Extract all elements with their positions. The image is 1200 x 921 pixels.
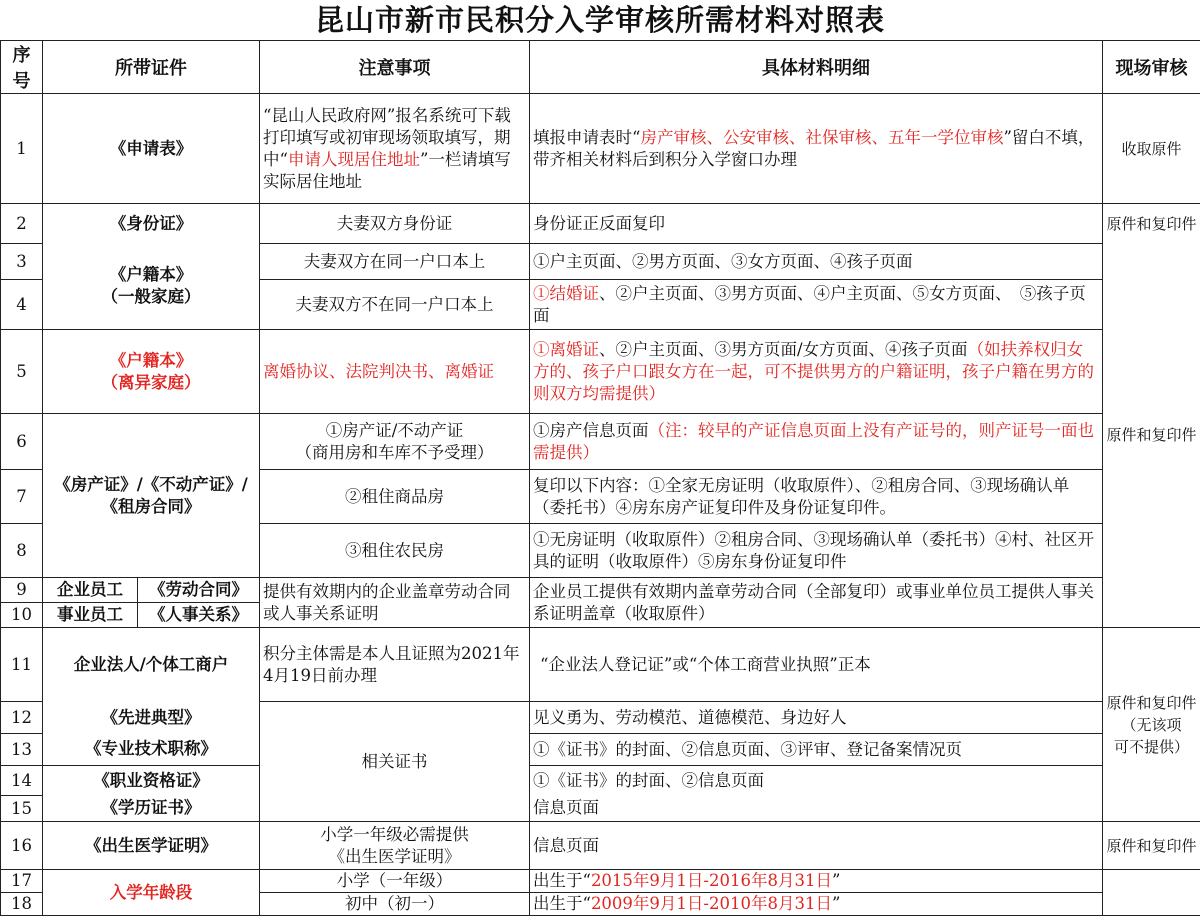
- table-row: [1, 702, 1200, 734]
- review-cell: 原件和复印件: [1103, 204, 1200, 244]
- notes-cell: ②租住商品房: [260, 470, 530, 524]
- detail-cell: ①离婚证、②户主页面、③男方页面/女方页面、④孩子页面（如扶养权归女方的、孩子户口跟女方在一起，可不提供男方的户籍证明，孩子户籍在男方的则双方均需提供）: [530, 330, 1103, 414]
- table-row: [1, 578, 1200, 603]
- cert-cell: 《先进典型》: [43, 702, 260, 734]
- review-cell: 原件和复印件 （无该项 可不提供）: [1103, 628, 1200, 822]
- row-no: 4: [1, 280, 43, 330]
- table-row: [1, 244, 1200, 280]
- notes-cell: ③租住农民房: [260, 524, 530, 578]
- cert-cell: 《出生医学证明》: [43, 822, 260, 870]
- header-cert: 所带证件: [43, 41, 260, 94]
- detail-cell: 复印以下内容：①全家无房证明（收取原件）、②租房合同、③现场确认单（委托书）④房东房产证复印件及身份证复印件。: [530, 470, 1103, 524]
- row-no: 5: [1, 330, 43, 414]
- review-cell-empty: [1103, 870, 1200, 916]
- detail-cell: 身份证正反面复印: [530, 204, 1103, 244]
- table-row: [1, 734, 1200, 766]
- header-row: [1, 41, 1200, 94]
- row-no: 12: [1, 702, 43, 734]
- cert-cell: 《劳动合同》: [138, 578, 260, 603]
- detail-cell: 信息页面: [530, 822, 1103, 870]
- table-row: [1, 204, 1200, 244]
- table-row: [1, 822, 1200, 870]
- header-review: 现场审核: [1103, 41, 1200, 94]
- cert-cell: 入学年龄段: [43, 870, 260, 916]
- cert-cell: 《学历证书》: [43, 796, 260, 822]
- row-no: 16: [1, 822, 43, 870]
- cert-cell: 《专业技术职称》: [43, 734, 260, 766]
- row-no: 13: [1, 734, 43, 766]
- header-notes: 注意事项: [260, 41, 530, 94]
- detail-cell: ①结婚证、②户主页面、③男方页面、④户主页面、⑤女方页面、 ⑤孩子页面: [530, 280, 1103, 330]
- header-detail: 具体材料明细: [530, 41, 1103, 94]
- table-row: [1, 628, 1200, 702]
- review-cell: 收取原件: [1103, 94, 1200, 204]
- table-row: [1, 766, 1200, 796]
- notes-cell: ①房产证/不动产证 （商用房和车库不予受理）: [260, 414, 530, 470]
- row-no: 6: [1, 414, 43, 470]
- cert-cell: 《房产证》/《不动产证》/《租房合同》: [43, 414, 260, 578]
- cert-cell: 《户籍本》 （一般家庭）: [43, 244, 260, 330]
- notes-cell: 小学（一年级）: [260, 870, 530, 893]
- notes-cell: 相关证书: [260, 702, 530, 822]
- cert-cell: 《身份证》: [43, 204, 260, 244]
- detail-cell: 信息页面: [530, 796, 1103, 822]
- notes-cell: 积分主体需是本人且证照为2021年4月19日前办理: [260, 628, 530, 702]
- row-no: 7: [1, 470, 43, 524]
- row-no: 1: [1, 94, 43, 204]
- review-cell: 原件和复印件: [1103, 244, 1200, 628]
- detail-cell: 见义勇为、劳动模范、道德模范、身边好人: [530, 702, 1103, 734]
- notes-cell: 小学一年级必需提供 《出生医学证明》: [260, 822, 530, 870]
- notes-cell: 离婚协议、法院判决书、离婚证: [260, 330, 530, 414]
- row-no: 15: [1, 796, 43, 822]
- row-no: 2: [1, 204, 43, 244]
- detail-cell: 企业员工提供有效期内盖章劳动合同（全部复印）或事业单位员工提供人事关系证明盖章（收取原件）: [530, 578, 1103, 628]
- table-row: [1, 94, 1200, 204]
- page-title: 昆山市新市民积分入学审核所需材料对照表: [314, 3, 885, 37]
- detail-cell: ①无房证明（收取原件）②租房合同、③现场确认单（委托书）④村、社区开具的证明（收取原件）⑤房东身份证复印件: [530, 524, 1103, 578]
- cert-cell: 《人事关系》: [138, 603, 260, 628]
- notes-cell: 初中（初一）: [260, 893, 530, 916]
- cert-cell: 《申请表》: [43, 94, 260, 204]
- employee-type: 企业员工: [43, 578, 138, 603]
- row-no: 17: [1, 870, 43, 893]
- detail-cell: 填报申请表时“房产审核、公安审核、社保审核、五年一学位审核”留白不填，带齐相关材料后到积分入学窗口办理: [530, 94, 1103, 204]
- row-no: 8: [1, 524, 43, 578]
- detail-cell: ①户主页面、②男方页面、③女方页面、④孩子页面: [530, 244, 1103, 280]
- notes-cell: 提供有效期内的企业盖章劳动合同或人事关系证明: [260, 578, 530, 628]
- row-no: 14: [1, 766, 43, 796]
- detail-cell: “企业法人登记证”或“个体工商营业执照”正本: [530, 628, 1103, 702]
- table-row: [1, 414, 1200, 470]
- table-row: [1, 870, 1200, 893]
- notes-cell: 夫妻双方在同一户口本上: [260, 244, 530, 280]
- row-no: 10: [1, 603, 43, 628]
- cert-cell: 企业法人/个体工商户: [43, 628, 260, 702]
- employee-type: 事业员工: [43, 603, 138, 628]
- cert-cell: 《职业资格证》: [43, 766, 260, 796]
- detail-cell: 出生于“2015年9月1日-2016年8月31日”: [530, 870, 1103, 893]
- row-no: 9: [1, 578, 43, 603]
- cert-cell: 《户籍本》 （离异家庭）: [43, 330, 260, 414]
- row-no: 11: [1, 628, 43, 702]
- row-no: 3: [1, 244, 43, 280]
- notes-cell: “昆山人民政府网”报名系统可下载打印填写或初审现场领取填写，期中“申请人现居住地址”一栏请填写实际居住地址: [260, 94, 530, 204]
- detail-cell: ①《证书》的封面、②信息页面、③评审、登记备案情况页: [530, 734, 1103, 766]
- review-cell: 原件和复印件: [1103, 822, 1200, 870]
- detail-cell: 出生于“2009年9月1日-2010年8月31日”: [530, 893, 1103, 916]
- materials-table: [0, 40, 1200, 916]
- detail-cell: ①《证书》的封面、②信息页面: [530, 766, 1103, 796]
- notes-cell: 夫妻双方身份证: [260, 204, 530, 244]
- notes-cell: 夫妻双方不在同一户口本上: [260, 280, 530, 330]
- detail-cell: ①房产信息页面（注：较早的产证信息页面上没有产证号的，则产证号一面也需提供）: [530, 414, 1103, 470]
- row-no: 18: [1, 893, 43, 916]
- table-row: [1, 330, 1200, 414]
- table-row: [1, 796, 1200, 822]
- header-no: 序号: [1, 41, 43, 94]
